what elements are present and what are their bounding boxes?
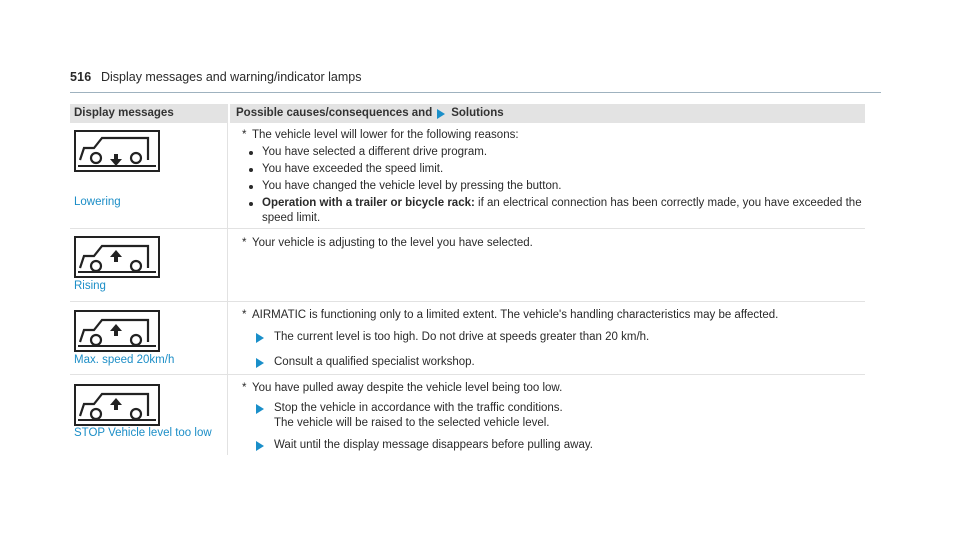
vehicle-level-rising-icon [74,384,160,426]
causes-cell [228,375,865,455]
message-cell [70,123,228,228]
col-header-causes [228,104,865,123]
step-line: The vehicle will be raised to the selected vehicle level. [274,417,550,429]
page-number: 516 [70,70,92,84]
cause-intro: AIRMATIC is functioning only to a limited extent. The vehicle's handling characteristics may be affected. [252,309,779,321]
bullet-text: if an electrical connection has been correctly made, you have exceeded the speed limit. [262,197,862,224]
arrow-right-icon [437,109,445,119]
step-text: The current level is too high. Do not drive at speeds greater than 20 km/h. [274,331,650,343]
message-label-rising: Rising [74,280,106,292]
col-header-solutions-text: Solutions [451,107,504,119]
arrow-right-icon [256,441,264,451]
cause-list [242,145,865,226]
step-line: Stop the vehicle in accordance with the traffic conditions. [274,402,563,414]
table-row [70,302,865,375]
table-row [70,123,865,229]
vehicle-level-rising-icon [74,310,160,352]
list-item: You have changed the vehicle level by pressing the button. [262,179,865,194]
col-header-causes-text: Possible causes/consequences and [236,107,433,119]
footnote-star: * [242,382,247,394]
message-label-stop-level-low: STOP Vehicle level too low [74,427,212,439]
table-row [70,375,865,455]
table-row [70,229,865,302]
message-cell [70,375,228,455]
cause-intro: Your vehicle is adjusting to the level you have selected. [252,237,533,249]
cause-intro: You have pulled away despite the vehicle level being too low. [252,382,563,394]
page-title: Display messages and warning/indicator lamps [100,70,362,84]
table-header [70,104,865,123]
vehicle-level-lowering-icon [74,130,160,172]
arrow-right-icon [256,333,264,343]
message-cell [70,302,228,374]
causes-cell [228,229,865,301]
message-label-lowering: Lowering [74,196,121,208]
list-item [262,196,865,226]
message-cell [70,229,228,301]
causes-cell [228,302,865,374]
causes-cell [228,123,865,228]
step-text: Consult a qualified specialist workshop. [274,356,475,368]
message-label-max-speed: Max. speed 20km/h [74,354,175,366]
solution-step [242,355,865,370]
solution-step [242,401,865,431]
col-header-display-messages: Display messages [74,107,174,119]
footnote-star: * [242,309,247,321]
step-text: Wait until the display message disappears before pulling away. [274,439,593,451]
footnote-star: * [242,237,247,249]
arrow-right-icon [256,358,264,368]
list-item: You have exceeded the speed limit. [262,162,865,177]
arrow-right-icon [256,404,264,414]
page-header [70,70,881,93]
footnote-star: * [242,129,247,141]
cause-intro: The vehicle level will lower for the following reasons: [252,129,519,141]
step-text [274,401,563,431]
list-item: You have selected a different drive program. [262,145,865,160]
vehicle-level-rising-icon [74,236,160,278]
solution-step [242,330,865,345]
display-messages-table [70,104,865,455]
bold-lead: Operation with a trailer or bicycle rack: [262,197,475,209]
solution-step [242,438,865,453]
